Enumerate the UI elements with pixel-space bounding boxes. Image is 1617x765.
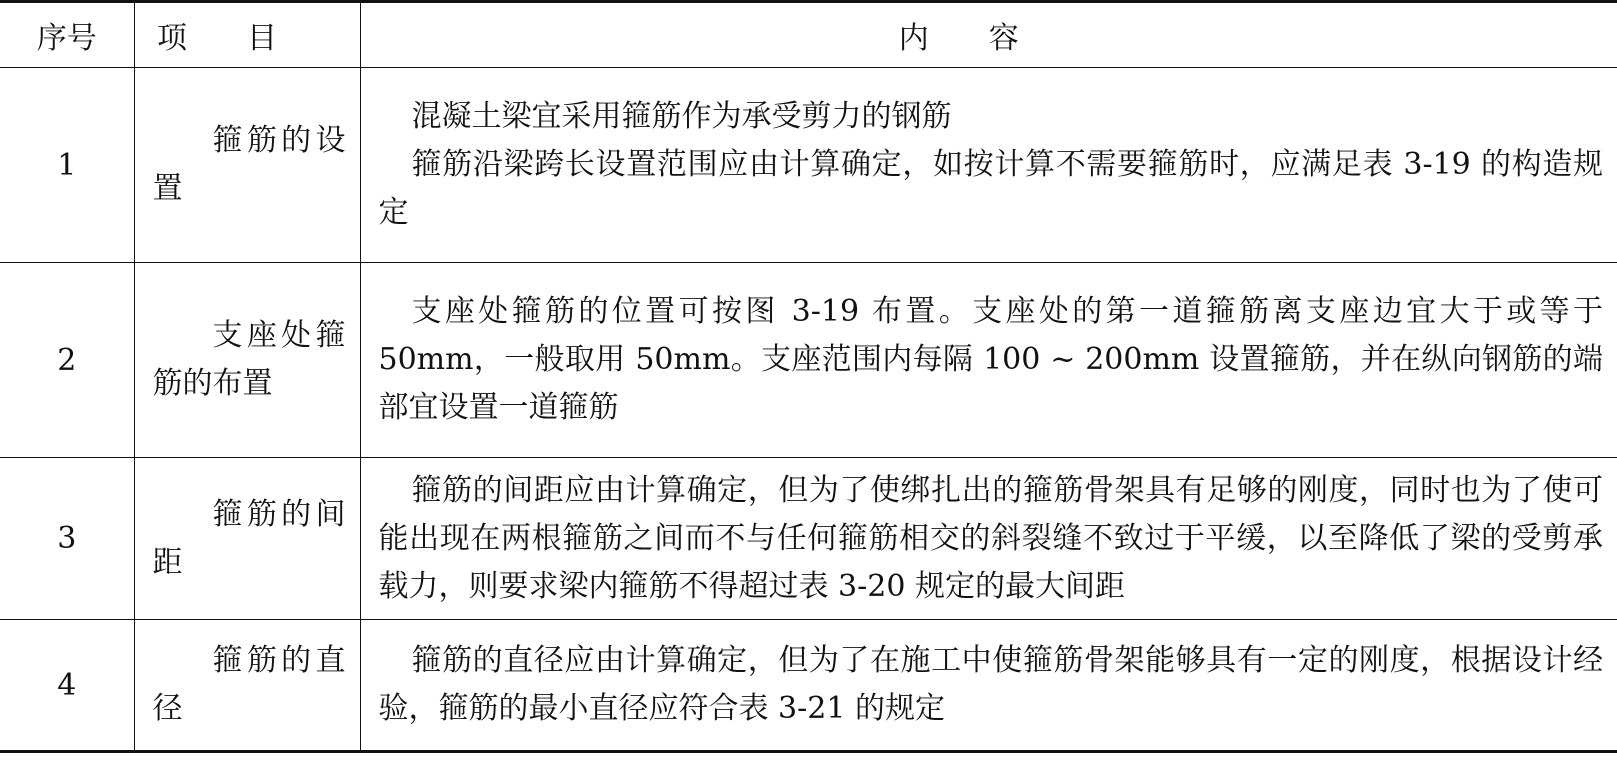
row-item-label: 箍筋的直径 bbox=[152, 643, 346, 726]
table-body bbox=[0, 68, 1617, 752]
header-item: 项目 bbox=[134, 2, 360, 68]
row-content bbox=[360, 620, 1617, 752]
header-content: 内容 bbox=[360, 2, 1617, 68]
row-item bbox=[134, 620, 360, 752]
content-paragraph: 混凝土梁宜采用箍筋作为承受剪力的钢筋 bbox=[411, 99, 952, 134]
row-item-label: 箍筋的间距 bbox=[152, 496, 346, 580]
row-number: 3 bbox=[0, 458, 134, 620]
row-content bbox=[360, 458, 1617, 620]
row-number: 4 bbox=[0, 620, 134, 752]
content-paragraph: 支座处箍筋的位置可按图 3-19 布置。支座处的第一道箍筋离支座边宜大于或等于 50mm，一般取用 50mm。支座范围内每隔 100 ~ 200mm 设置箍筋，并在纵向钢筋的端部宜设置一道箍筋 bbox=[378, 294, 1603, 425]
row-item bbox=[134, 458, 360, 620]
row-item-label: 箍筋的设置 bbox=[152, 123, 346, 206]
content-paragraph: 箍筋的间距应由计算确定，但为了使绑扎出的箍筋骨架具有足够的刚度，同时也为了使可能出现在两根箍筋之间而不与任何箍筋相交的斜裂缝不致过于平缓，以至降低了梁的受剪承载力，则要求梁内箍筋不得超过表 3-20 规定的最大间距 bbox=[378, 472, 1603, 604]
row-content bbox=[360, 68, 1617, 263]
row-item-label: 支座处箍筋的布置 bbox=[152, 318, 346, 401]
header-row bbox=[0, 2, 1617, 68]
table-row bbox=[0, 68, 1617, 263]
content-paragraph: 箍筋的直径应由计算确定，但为了在施工中使箍筋骨架能够具有一定的刚度，根据设计经验，箍筋的最小直径应符合表 3-21 的规定 bbox=[378, 643, 1603, 726]
table-row bbox=[0, 458, 1617, 620]
table-row bbox=[0, 620, 1617, 752]
header-no: 序号 bbox=[0, 2, 134, 68]
row-number: 2 bbox=[0, 263, 134, 458]
table-row bbox=[0, 263, 1617, 458]
row-item bbox=[134, 68, 360, 263]
table-header bbox=[0, 2, 1617, 68]
row-number: 1 bbox=[0, 68, 134, 263]
row-item bbox=[134, 263, 360, 458]
row-content bbox=[360, 263, 1617, 458]
content-paragraph: 箍筋沿梁跨长设置范围应由计算确定，如按计算不需要箍筋时，应满足表 3-19 的构造规定 bbox=[378, 147, 1603, 230]
